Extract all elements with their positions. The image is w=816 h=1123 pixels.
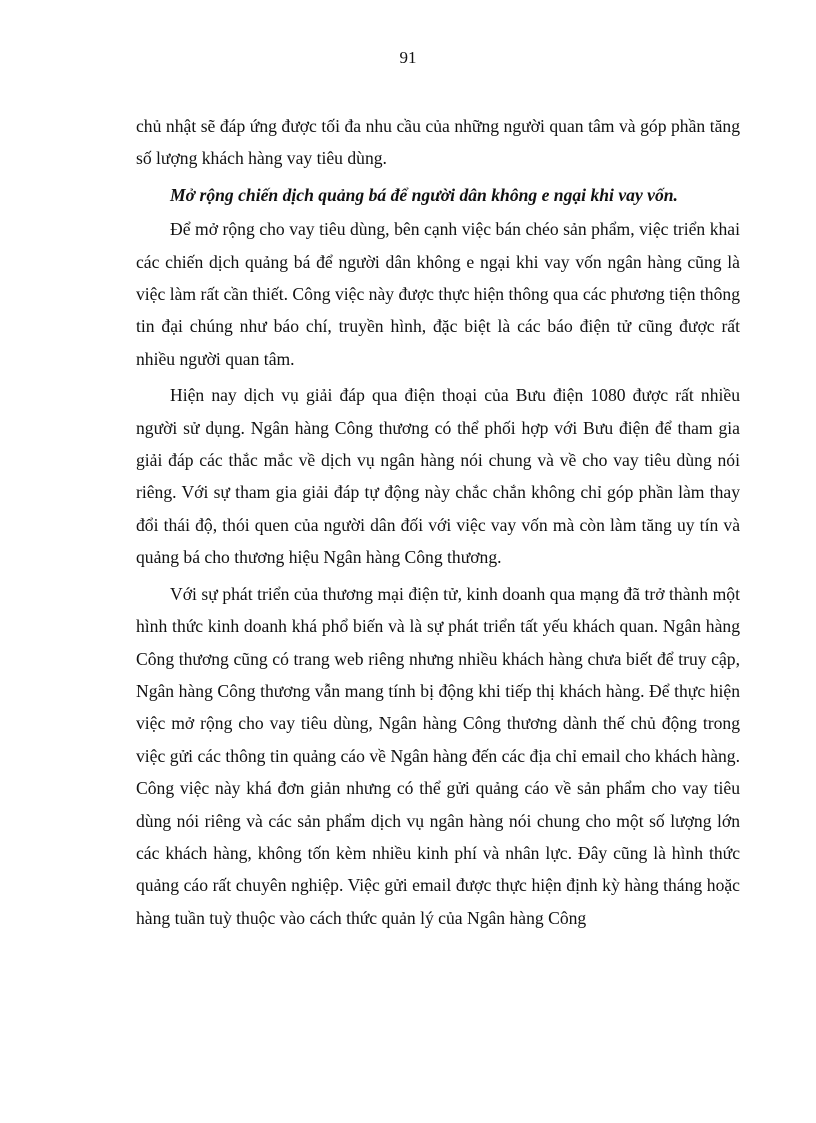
page-number: 91 — [399, 48, 417, 67]
paragraph: Để mở rộng cho vay tiêu dùng, bên cạnh việc bán chéo sản phẩm, việc triển khai các chiến dịch quảng bá để người dân không e ngại khi vay vốn ngân hàng cũng là việc làm rất cần thiết. Công việc này được thực hiện thông qua các phương tiện thông tin đại chúng như báo chí, truyền hình, đặc biệt là các báo điện tử cũng được rất nhiều người quan tâm. — [136, 219, 740, 369]
body-text — [136, 110, 740, 938]
paragraph: Hiện nay dịch vụ giải đáp qua điện thoại của Bưu điện 1080 được rất nhiều người sử dụng. Ngân hàng Công thương có thể phối hợp với Bưu điện để tham gia giải đáp các thắc mắc về dịch vụ ngân hàng nói chung và về cho vay tiêu dùng nói riêng. Với sự tham gia giải đáp tự động này chắc chắn không chỉ góp phần làm thay đổi thái độ, thói quen của người dân đối với việc vay vốn mà còn làm tăng uy tín và quảng bá cho thương hiệu Ngân hàng Công thương. — [136, 385, 740, 568]
paragraph-continuation: chủ nhật sẽ đáp ứng được tối đa nhu cầu của những người quan tâm và góp phần tăng số lượng khách hàng vay tiêu dùng. — [136, 116, 740, 169]
paragraph: Với sự phát triển của thương mại điện tử, kinh doanh qua mạng đã trở thành một hình thức kinh doanh khá phổ biến và là sự phát triển tất yếu khách quan. Ngân hàng Công thương cũng có trang web riêng nhưng nhiều khách hàng chưa biết để truy cập, Ngân hàng Công thương vẫn mang tính bị động khi tiếp thị khách hàng. Để thực hiện việc mở rộng cho vay tiêu dùng, Ngân hàng Công thương dành thế chủ động trong việc gửi các thông tin quảng cáo về Ngân hàng đến các địa chỉ email cho khách hàng. Công việc này khá đơn giản nhưng có thể gửi quảng cáo về sản phẩm cho vay tiêu dùng nói riêng và các sản phẩm dịch vụ ngân hàng nói chung cho một số lượng lớn các khách hàng, không tốn kèm nhiều kinh phí và nhân lực. Đây cũng là hình thức quảng cáo rất chuyên nghiệp. Việc gửi email được thực hiện định kỳ hàng tháng hoặc hàng tuần tuỳ thuộc vào cách thức quản lý của Ngân hàng Công — [136, 583, 740, 928]
section-heading: Mở rộng chiến dịch quảng bá để người dân không e ngại khi vay vốn. — [170, 184, 678, 205]
